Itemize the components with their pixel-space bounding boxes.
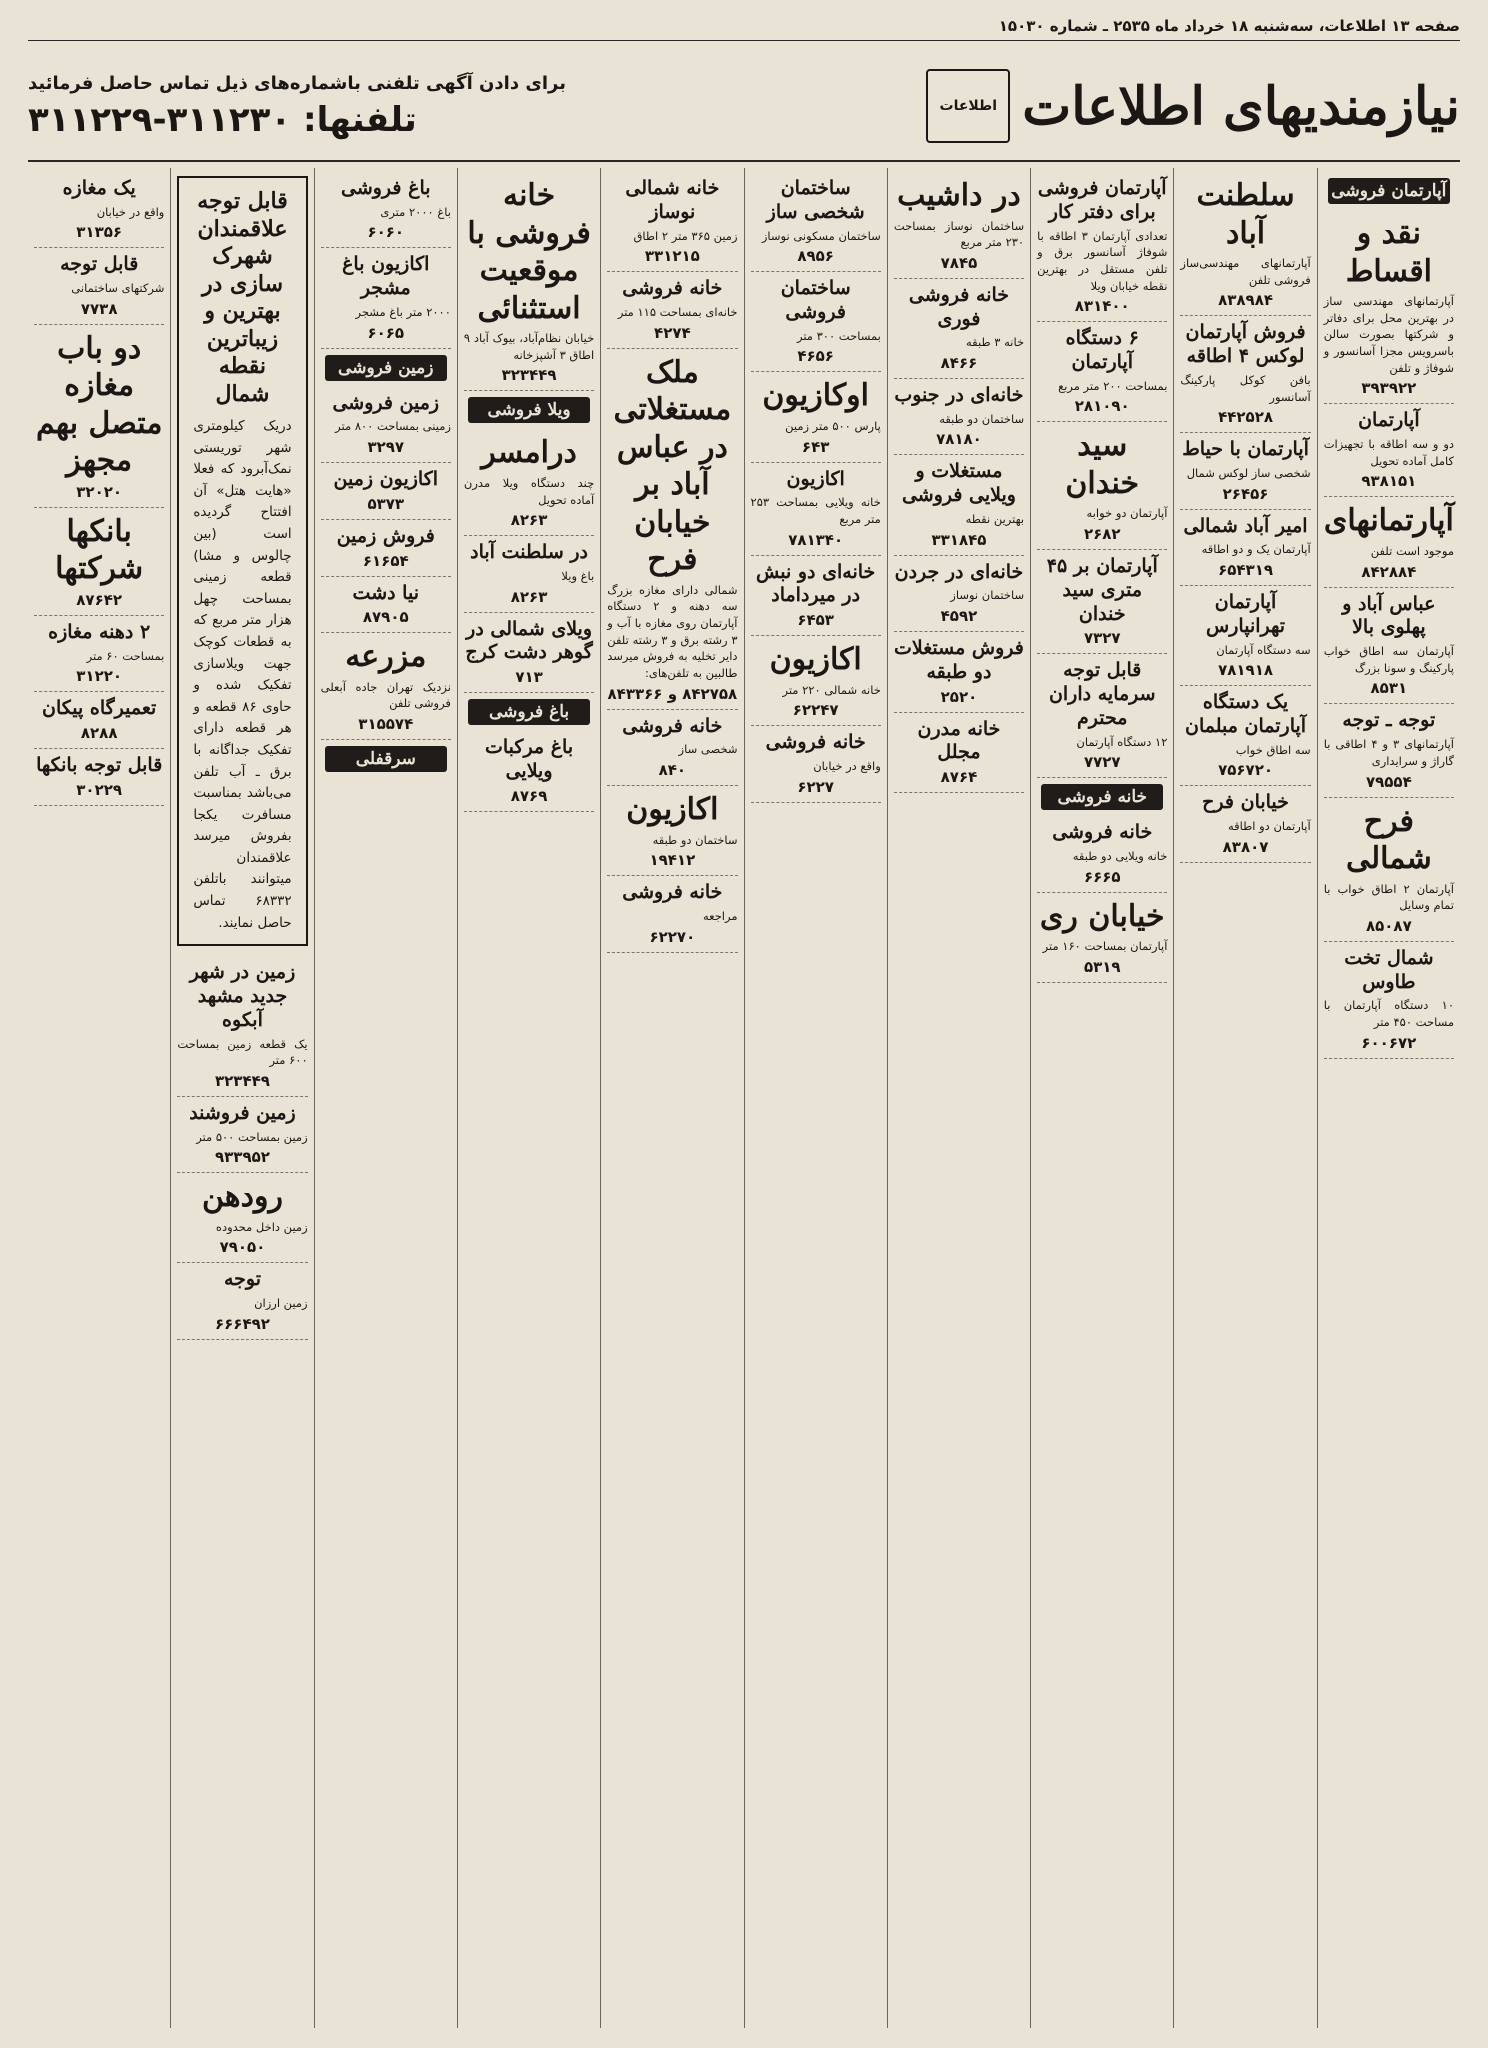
ad-title: اکازیون <box>769 642 862 678</box>
ad-title: ۲ دهنه مغازه <box>48 620 151 643</box>
ad-body: مراجعه <box>702 908 738 923</box>
classified-ad <box>894 379 1024 455</box>
ad-body: تعدادی آپارتمان ۳ اطاقه با شوفاژ آسانسور برق و تلفن مستقل در بهترین نقطه خیابان ویلا <box>1037 228 1168 293</box>
classified-ad <box>894 172 1024 279</box>
classified-ad <box>464 731 594 812</box>
classified-ad <box>34 508 164 616</box>
ad-column <box>600 168 743 2028</box>
classified-ad <box>1037 172 1167 322</box>
classified-ad <box>751 556 881 637</box>
classified-ad <box>1324 210 1454 404</box>
ad-body: خانه ۳ طبقه <box>966 335 1025 350</box>
classified-ad <box>321 248 451 348</box>
ad-body: واقع در خیابان <box>813 759 881 774</box>
ad-phone: ۶۱۶۵۴ <box>362 551 409 570</box>
ad-title: رودهن <box>201 1179 283 1215</box>
ad-body: شرکتهای ساختمانی <box>71 281 165 296</box>
ad-title: بانکها شرکتها <box>55 513 144 587</box>
ad-phone: ۶۴۳ <box>801 437 830 456</box>
ad-title: فروش مستغلات دو طبقه <box>894 637 1024 683</box>
ad-title: آپارتمان تهرانپارس <box>1206 591 1286 637</box>
ad-phone: ۳۳۱۲۱۵ <box>644 247 700 266</box>
ad-body: واقع در خیابان <box>96 204 165 219</box>
ad-body: بمساحت ۲۰۰ متر مربع <box>1058 378 1168 393</box>
classified-ad <box>1037 816 1167 892</box>
masthead <box>28 56 1460 156</box>
ad-phone: ۸۳۸۹۸۴ <box>1218 291 1274 310</box>
ad-body: ساختمان دو طبقه <box>652 832 738 847</box>
ad-title: آپارتمانهای <box>1323 503 1454 539</box>
ad-phone: ۹۳۸۱۵۱ <box>1361 472 1417 491</box>
classified-ad <box>607 172 737 272</box>
ad-phone: ۳۱۲۲۰ <box>76 667 123 686</box>
ad-phone: ۳۱۵۵۷۴ <box>358 715 414 734</box>
ad-body: زمین ارزان <box>254 1296 308 1311</box>
ad-title: ویلای شمالی در گوهر دشت کرج <box>465 617 593 664</box>
classified-ad <box>1037 422 1167 550</box>
ad-title: اکازیون <box>626 792 719 828</box>
ad-title: باغ فروشی <box>341 177 431 199</box>
classified-ad <box>34 616 164 692</box>
ad-body: آپارتمان ۲ اطاق خواب با تمام وسایل <box>1323 881 1454 913</box>
ad-phone: ۶۲۲۷۰ <box>649 927 696 946</box>
ad-title: قابل توجه سرمایه داران محترم <box>1048 659 1156 729</box>
classified-ad <box>34 248 164 324</box>
classified-ad <box>1324 588 1454 705</box>
classified-ad <box>1180 316 1310 433</box>
ad-body: ۱۰ دستگاه آپارتمان با مساحت ۴۵۰ متر <box>1323 998 1454 1030</box>
ad-title: خانه فروشی <box>622 714 723 737</box>
masthead-title-group <box>926 69 1460 143</box>
classified-ad <box>1180 586 1310 686</box>
ad-phone: ۴۴۲۵۲۸ <box>1218 408 1274 427</box>
ad-title: عباس آباد و پهلوی بالا <box>1342 592 1436 639</box>
category-header: خانه فروشی <box>1041 784 1163 810</box>
ad-phone: ۶۲۲۷ <box>797 777 834 796</box>
classified-ad <box>177 1263 307 1339</box>
ad-title: نیا دشت <box>352 581 419 604</box>
ad-title: اکازیون <box>786 467 845 490</box>
ad-title: باغ مرکبات ویلایی <box>484 736 574 782</box>
classified-ad <box>1180 786 1310 862</box>
classified-ad <box>607 786 737 876</box>
ad-title: ۶ دستگاه آپارتمان <box>1065 327 1139 373</box>
classified-ad <box>464 429 594 536</box>
ad-body: زمینی بمساحت ۸۰۰ متر <box>335 419 451 434</box>
page-folio: صفحه ۱۳ اطلاعات، سه‌شنبه ۱۸ خرداد ماه ۲۵۳۵ ـ شماره ۱۵۰۳۰ <box>28 12 1460 41</box>
ad-title: خانه فروشی فوری <box>908 283 1010 330</box>
contact-instructions: برای دادن آگهی تلفنی باشماره‌های ذیل تماس حاصل فرمائید <box>28 72 566 94</box>
ad-phone: ۳۲۳۴۴۹ <box>215 1071 270 1090</box>
ad-phone: ۳۹۳۹۲۲ <box>1361 379 1417 398</box>
classified-ad <box>177 1173 307 1263</box>
ad-phone: ۲۵۲۰ <box>940 687 978 706</box>
classified-ad <box>321 172 451 248</box>
ad-body: آپارتمانهای مهندسی ساز در بهترین محل برای دفاتر و شرکتها بصورت سالن باسرویس مجزا آسانسور و شوفاژ و تلفن <box>1323 294 1454 375</box>
ad-phone: ۸۴۰ <box>658 761 687 780</box>
ad-phone: ۸۹۵۶ <box>797 247 834 266</box>
ad-title: آپارتمان <box>1358 409 1420 432</box>
ad-phone: ۸۷۶۹ <box>510 786 548 805</box>
boxed-ad <box>177 176 307 946</box>
ad-phone: ۸۴۶۶ <box>940 354 978 373</box>
ad-title: خیابان ری <box>1039 898 1165 934</box>
ad-title: خانه شمالی نوساز <box>625 177 720 223</box>
classified-ad <box>751 726 881 802</box>
ad-phone: ۶۲۲۴۷ <box>792 701 839 720</box>
ad-title: فرح شمالی <box>1345 803 1432 877</box>
ad-body: بمساحت ۳۰۰ متر <box>796 328 881 343</box>
ad-column <box>1317 168 1460 2028</box>
ad-phone: ۸۲۶۳ <box>510 587 548 606</box>
ad-phone: ۸۷۶۴ <box>940 768 978 787</box>
ad-title: زمین فروشی <box>332 391 440 414</box>
ad-phone: ۶۰۰۶۷۲ <box>1361 1033 1417 1052</box>
classified-ad <box>34 749 164 806</box>
ad-phone: ۶۶۶۵ <box>1083 867 1121 886</box>
classified-ad <box>177 956 307 1097</box>
ad-phone: ۸۳۸۰۷ <box>1222 837 1269 856</box>
ad-phone: ۸۴۲۷۵۸ و ۸۴۳۳۶۶ <box>607 684 738 703</box>
ad-phone: ۸۷۶۴۲ <box>76 590 123 609</box>
ad-title: ملک مستغلاتی در عباس آباد بر خیابان فرح <box>613 354 732 578</box>
ad-title: مزرعه <box>345 639 427 675</box>
ad-title: خانه فروشی با موقعیت استثنائی <box>467 178 591 326</box>
ad-body: خیابان نظام‌آباد، بیوک آباد ۹ اطاق ۳ آشپزخانه <box>463 331 595 362</box>
ad-columns <box>28 168 1460 2028</box>
ad-title: یک دستگاه آپارتمان مبلمان <box>1185 691 1307 737</box>
ad-body: باغ ۲۰۰۰ متری <box>380 204 451 219</box>
classified-ad <box>894 556 1024 632</box>
classified-ad <box>751 463 881 556</box>
ad-body: چند دستگاه ویلا مدرن آماده تحویل <box>463 475 595 507</box>
ad-body: آپارتمان سه اطاق خواب پارکینگ و سونا بزرگ <box>1323 644 1454 675</box>
category-header: زمین فروشی <box>325 355 447 381</box>
ad-title: خانه فروشی <box>1052 821 1153 844</box>
ad-title: خانه فروشی <box>622 277 723 300</box>
classified-ad <box>1037 654 1167 778</box>
ad-phone: ۶۶۶۴۹۲ <box>215 1314 270 1333</box>
ad-column <box>744 168 887 2028</box>
ad-phone: ۶۴۵۳ <box>797 611 834 630</box>
ad-column <box>1173 168 1316 2028</box>
ad-body: زمین بمساحت ۵۰۰ متر <box>196 1129 308 1144</box>
classified-ad <box>1324 404 1454 497</box>
category-header: آپارتمان فروشی <box>1328 178 1450 204</box>
ad-phone: ۸۴۲۸۸۴ <box>1361 562 1417 581</box>
ad-title: خانه‌ای در جردن <box>894 560 1024 583</box>
ad-phone: ۷۸۱۸۰ <box>936 430 982 449</box>
ad-phone: ۷۳۲۷ <box>1083 629 1121 648</box>
ad-phone: ۴۲۷۴ <box>654 323 691 342</box>
ad-title: توجه ـ توجه <box>1342 709 1436 732</box>
classified-ad <box>607 876 737 952</box>
ad-body: موجود است تلفن <box>1370 543 1454 558</box>
ad-title: شمال تخت طاوس <box>1344 946 1434 993</box>
classified-ad <box>1324 942 1454 1059</box>
ad-body: ساختمان مسکونی نوساز <box>761 228 881 243</box>
classified-ad <box>177 1097 307 1173</box>
ad-title: زمین فروشند <box>189 1101 296 1124</box>
ad-body: آپارتمان بمساحت ۱۶۰ متر <box>1042 939 1168 954</box>
masthead-title: نیازمندیهای اطلاعات <box>1022 75 1460 137</box>
ad-title: قابل توجه علاقمندان شهرک سازی در بهترین و زیباترین نقطه شمال <box>197 188 288 407</box>
ad-title: آپارتمان بر ۴۵ متری سید خندان <box>1046 555 1158 625</box>
ad-title: اوکازیون <box>762 378 869 414</box>
ad-title: خانه فروشی <box>765 731 866 754</box>
ad-body: دریک کیلومتری شهر توریستی نمک‌آبرود که فعلا «هایت هتل» آن افتتاح گردیده است (بین چالوس و مشا) قطعه زمینی بمساحت چهل هزار متر مربع که به قطعات کوچک جهت ویلاسازی تفکیک شده و حاوی ۸۶ قطعه و هر قطعه دارای تفکیک جداگانه با برق ـ آب تلفن می‌باشد بمناسبت مسافرت یکجا بفروش میرسد علاقمندان میتوانند باتلفن ۶۸۳۳۲ تماس حاصل نمایند. <box>193 418 292 931</box>
ad-title: در سلطنت آباد <box>470 541 588 564</box>
ad-phone: ۳۲۹۷ <box>367 438 405 457</box>
classified-ad <box>607 349 737 710</box>
ad-body: شخصی ساز لوکس شمال <box>1186 465 1311 480</box>
ad-body: شخصی ساز <box>678 742 738 757</box>
ad-column <box>1030 168 1173 2028</box>
classified-ad <box>321 387 451 463</box>
ad-title: سلطنت آباد <box>1196 178 1295 251</box>
ad-column <box>170 168 313 2028</box>
category-header: ویلا فروشی <box>468 397 590 423</box>
category-header: باغ فروشی <box>468 699 590 725</box>
ad-title: امیر آباد شمالی <box>1183 514 1308 537</box>
ad-phone: ۸۵۰۸۷ <box>1365 916 1412 935</box>
ad-phone: ۷۹۰۵۰ <box>219 1238 266 1257</box>
ad-body: بافن کوکل پارکینگ آسانسور <box>1180 372 1311 404</box>
ad-body: خانه‌ای بمساحت ۱۱۵ متر <box>617 304 738 319</box>
ad-body: زمین داخل محدوده <box>215 1219 308 1234</box>
ad-phone: ۷۹۵۵۴ <box>1365 772 1412 791</box>
ad-phone: ۶۰۶۵ <box>367 323 405 342</box>
ad-body: آپارتمانهای ۳ و ۴ اطاقی با گاراژ و سرایداری <box>1323 737 1454 768</box>
ad-body: بمساحت ۶۰ متر <box>86 648 165 663</box>
ad-phone: ۴۵۹۲ <box>940 607 978 626</box>
classified-ad <box>464 536 594 612</box>
ad-body: یک قطعه زمین بمساحت ۶۰۰ متر <box>177 1036 308 1068</box>
ad-column <box>887 168 1030 2028</box>
ad-body: خانه ویلایی بمساحت ۲۵۳ متر مربع <box>750 495 881 526</box>
classified-ad <box>464 172 594 391</box>
ad-body: خانه شمالی ۲۲۰ متر <box>782 682 881 697</box>
ad-body: نزدیک تهران جاده آبعلی فروشی تلفن <box>320 679 451 711</box>
ad-title: قابل توجه <box>60 253 139 276</box>
ad-phone: ۳۲۰۲۰ <box>76 482 123 501</box>
ad-title: مستغلات و ویلایی فروشی <box>901 460 1016 507</box>
ad-body: باغ ویلا <box>561 568 595 583</box>
classified-ad <box>894 455 1024 555</box>
ad-phone: ۷۵۶۷۲۰ <box>1218 761 1274 780</box>
classified-ad <box>1324 497 1454 587</box>
classified-ad <box>1180 510 1310 586</box>
ad-phone: ۷۸۱۹۱۸ <box>1218 661 1274 680</box>
classified-ad <box>1180 686 1310 786</box>
ad-body: ساختمان دو طبقه <box>939 411 1025 426</box>
ad-title: در داشیب <box>897 178 1021 213</box>
classified-ad <box>321 520 451 577</box>
ad-phone: ۲۶۸۲ <box>1083 525 1121 544</box>
ad-body: ساختمان نوساز بمساحت ۲۳۰ متر مربع <box>893 218 1025 250</box>
ad-body: پارس ۵۰۰ متر زمین <box>785 418 881 433</box>
ad-title: فروش آپارتمان لوکس ۴ اطاقه <box>1185 321 1306 368</box>
classified-ad <box>1037 322 1167 422</box>
ad-title: درامسر <box>481 435 577 471</box>
ad-body: خانه ویلایی دو طبقه <box>1072 848 1168 863</box>
ad-title: تعمیرگاه پیکان <box>42 697 157 720</box>
classified-ad <box>894 632 1024 713</box>
classified-ad <box>321 633 451 740</box>
classified-ad <box>751 272 881 372</box>
ad-phone: ۷۸۱۳۴۰ <box>788 530 844 549</box>
classified-ad <box>1180 433 1310 509</box>
ad-title: یک مغازه <box>62 177 136 199</box>
classified-ad <box>607 710 737 786</box>
ad-title: قابل توجه بانکها <box>36 754 163 777</box>
ad-phone: ۴۶۵۶ <box>797 347 834 366</box>
ad-phone: ۷۸۴۵ <box>940 253 978 272</box>
ad-title: دو باب مغازه متصل بهم مجهز <box>35 330 163 479</box>
ad-title: خانه فروشی <box>622 881 723 904</box>
ad-column <box>314 168 457 2028</box>
ad-title: فروش زمین <box>336 524 435 547</box>
classified-ad <box>321 577 451 634</box>
ad-phone: ۷۷۳۸ <box>80 299 118 318</box>
ad-phone: ۹۳۳۹۵۲ <box>215 1148 270 1167</box>
ad-phone: ۳۳۱۸۴۵ <box>931 530 987 549</box>
ad-body: بهترین نقطه <box>965 511 1025 526</box>
classified-ad <box>1180 172 1310 316</box>
ad-title: توجه <box>223 1268 261 1291</box>
ad-title: اکازیون باغ مشجر <box>342 253 430 300</box>
ad-title: خانه‌ای دو نبش در میرداماد <box>756 560 876 607</box>
ad-phone: ۲۸۱۰۹۰ <box>1074 397 1130 416</box>
ad-phone: ۵۳۱۹ <box>1083 957 1121 976</box>
ad-body: سه دستگاه آپارتمان <box>1216 642 1311 657</box>
ad-title: زمین در شهر جدید مشهد آبکوه <box>189 961 296 1031</box>
ad-body: ۲۰۰۰ متر باغ مشجر <box>355 304 451 319</box>
ad-body: ۱۲ دستگاه آپارتمان <box>1076 734 1168 749</box>
ad-phone: ۶۰۶۰ <box>367 223 405 242</box>
ad-phone: ۵۳۷۳ <box>367 494 405 513</box>
classified-ad <box>1324 704 1454 797</box>
ad-title: سید خندان <box>1065 428 1140 501</box>
classified-ad <box>894 713 1024 794</box>
ad-body: زمین ۳۶۵ متر ۲ اطاق <box>633 228 738 243</box>
ad-body: شمالی دارای مغازه بزرگ سه دهنه و ۲ دستگاه آپارتمان روی مغازه با آب و ۳ رشته برق و ۳ رشته تلفن دایر تخلیه به فروش میرسد طالبین به تلفن‌های: <box>607 582 738 680</box>
ad-title: خیابان فرح <box>1202 791 1289 814</box>
ad-phone: ۸۳۱۴۰۰ <box>1074 297 1130 316</box>
ad-body: آپارتمان دو خوابه <box>1086 506 1168 521</box>
ad-phone: ۷۷۲۷ <box>1083 753 1121 772</box>
classified-ad <box>34 172 164 248</box>
ad-title: اکازیون زمین <box>333 468 439 491</box>
ad-column <box>457 168 600 2028</box>
ad-phone: ۸۷۹۰۵ <box>362 608 409 627</box>
ad-body: آپارتمان دو اطاقه <box>1227 819 1311 834</box>
classified-ad <box>321 463 451 520</box>
classified-ad <box>34 325 164 508</box>
ad-body: آپارتمان یک و دو اطاقه <box>1201 542 1311 557</box>
classified-ad <box>1037 550 1167 654</box>
ad-phone: ۷۱۳ <box>515 668 543 687</box>
ad-title: ساختمان فروشی <box>780 277 851 323</box>
classified-ad <box>751 372 881 462</box>
ad-title: نقد و اقساط <box>1345 216 1433 289</box>
ad-phone: ۳۲۳۴۴۹ <box>501 366 557 385</box>
ad-phone: ۸۵۳۱ <box>1370 679 1408 698</box>
ad-body: آپارتمانهای مهندسی‌ساز فروشی تلفن <box>1180 256 1311 287</box>
classified-ad <box>607 272 737 348</box>
masthead-contact <box>28 73 566 140</box>
category-header: سرقفلی <box>325 746 447 772</box>
ad-phone: ۱۹۴۱۲ <box>649 851 696 870</box>
ad-phone: ۳۱۳۵۶ <box>76 223 123 242</box>
ad-phone: ۳۰۲۲۹ <box>76 780 123 799</box>
ad-body: دو و سه اطاقه با تجهیزات کامل آماده تحویل <box>1323 437 1454 468</box>
ad-phone: ۶۵۴۳۱۹ <box>1218 561 1274 580</box>
classified-ad <box>894 279 1024 379</box>
ad-column <box>28 168 170 2028</box>
ad-phone: ۲۶۴۵۶ <box>1222 484 1269 503</box>
classified-ad <box>751 172 881 272</box>
ad-title: آپارتمان با حیاط <box>1182 438 1309 461</box>
classified-ad <box>1037 893 1167 983</box>
classified-ad <box>1324 798 1454 942</box>
ad-phone: ۸۲۸۸ <box>80 724 118 743</box>
contact-phones: تلفنها: ۳۱۱۲۳۰-۳۱۱۲۲۹ <box>28 99 417 140</box>
ad-body: ساختمان نوساز <box>950 588 1025 603</box>
classified-ad <box>751 636 881 726</box>
masthead-logo-icon: اطلاعات <box>926 69 1010 143</box>
classified-ad <box>34 692 164 749</box>
ad-body: سه اطاق خواب <box>1235 742 1311 757</box>
masthead-rule <box>28 160 1460 162</box>
ad-title: خانه‌ای در جنوب <box>894 384 1024 407</box>
ad-phone: ۸۲۶۳ <box>510 511 548 530</box>
ad-title: خانه مدرن مجلل <box>917 717 1001 764</box>
ad-title: آپارتمان فروشی برای دفتر کار <box>1037 177 1167 223</box>
classified-ad <box>464 613 594 694</box>
ad-title: ساختمان شخصی ساز <box>766 177 865 223</box>
